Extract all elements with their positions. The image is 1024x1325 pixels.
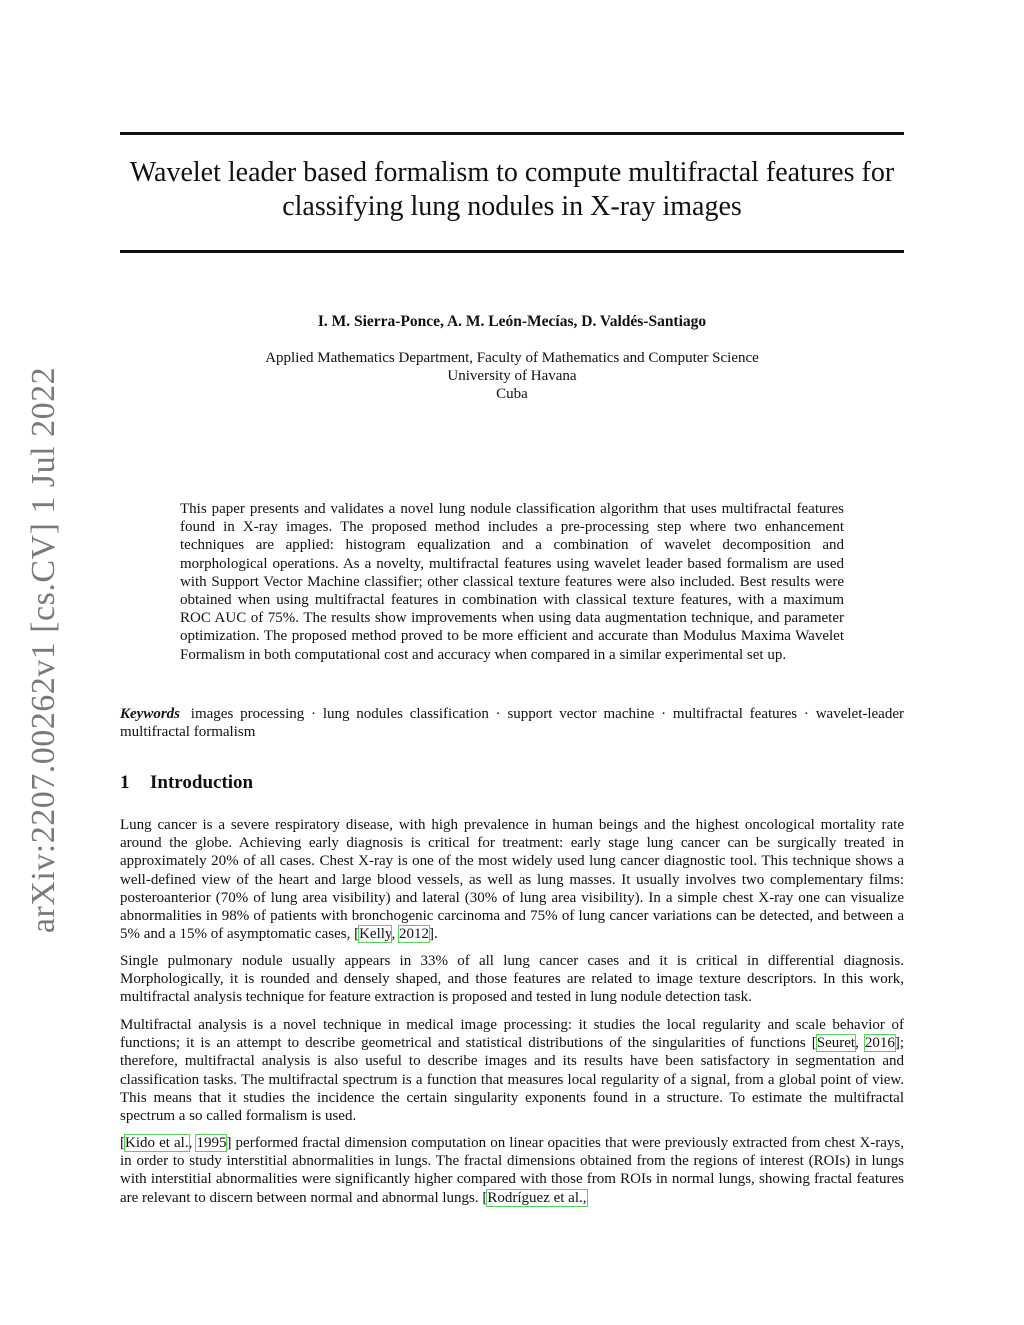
paragraph-1-text: Lung cancer is a severe respiratory disease, with high prevalence in human beings and the highest oncological mortality rate around the globe. Achieving early diagnosis is critical for treatment: early stage lung cancer can be surgically treated in approximately 20% of all cases. Chest X-ray is one of the most widely used lung cancer diagnostic tool. This technique shows a well-defined view of the heart and large blood vessels, as well as lung masses. It usually involves two complementary films: posteroanterior (70% of lung area visibility) and lateral (30% of lung area visibility). In a simple chest X-ray one can visualize abnormalities in 98% of patients with bronchogenic carcinoma and 75% of lung cancer variations can be detected, and between a 5% and a 15% of asymptomatic cases, [ bbox=[120, 817, 904, 943]
affiliation-department: Applied Mathematics Department, Faculty of Mathematics and Computer Science bbox=[265, 350, 759, 366]
paragraph-3-text: Multifractal analysis is a novel technique in medical image processing: it studies the local regularity and scale behavior of functions; it is an attempt to describe geometrical and statistical distributions of the singularities of functions [ bbox=[120, 1017, 904, 1052]
citation-link-kelly-year[interactable]: 2012 bbox=[398, 926, 429, 943]
intro-paragraph-2: Single pulmonary nodule usually appears in 33% of all lung cancer cases and it is critical in differential diagnosis. Morphologically, it is rounded and densely shaped, and those features are related to image texture descriptors. In this work, multifractal analysis technique for feature extraction is proposed and tested in lung nodule detection task. bbox=[120, 953, 904, 1006]
paper-title-line-1: Wavelet leader based formalism to compute multifractal features for bbox=[129, 157, 895, 188]
abstract: This paper presents and validates a novel lung nodule classification algorithm that uses multifractal features found in X-ray images. The proposed method includes a pre-processing step where two enhancement techniques are applied: histogram equalization and a combination of wavelet decomposition and morphological operations. As a novelty, multifractal features using wavelet leader based formalism are used with Support Vector Machine classifier; other classical texture features were also included. Best results were obtained when using multifractal features in combination with classical texture features, with a maximum ROC AUC of 75%. The results show improvements when using data augmentation technique, and parameter optimization. The proposed method proved to be more efficient and accurate than Modulus Maxima Wavelet Formalism in both computational cost and accuracy when compared in a similar experimental set up. bbox=[180, 501, 844, 663]
intro-paragraph-3 bbox=[120, 1016, 904, 1125]
citation-separator: , bbox=[188, 1135, 197, 1151]
citation-link-kelly-author[interactable]: Kelly bbox=[359, 926, 392, 943]
citation-link-seuret-year[interactable]: 2016 bbox=[864, 1035, 895, 1052]
citation-link-kido-author[interactable]: Kido et al. bbox=[125, 1135, 189, 1151]
citation-rodriguez-author-text: Rodríguez et al. bbox=[487, 1189, 583, 1206]
section-number: 1 bbox=[120, 772, 130, 793]
arxiv-stamp: arXiv:2207.00262v1 [cs.CV] 1 Jul 2022 bbox=[25, 366, 62, 934]
title-rule-bottom bbox=[120, 250, 904, 253]
citation-rodriguez-separator: , bbox=[582, 1189, 587, 1206]
citation-link-rodriguez-author[interactable] bbox=[487, 1190, 586, 1206]
paragraph-4-lead: [ bbox=[120, 1135, 125, 1151]
paragraph-4-text: ] performed fractal dimension computation on linear opacities that were previously extracted from chest X-rays, in order to study interstitial abnormalities in lungs. The fractal dimensions obtained from the regions of interest (ROIs) in lungs with interstitial abnormalities were significantly higher compared with those from ROIs in normal lungs, showing fractal features are relevant to discern between normal and abnormal lungs. [ bbox=[120, 1135, 905, 1206]
intro-paragraph-4 bbox=[120, 1134, 904, 1207]
intro-paragraph-1 bbox=[120, 816, 904, 943]
citation-link-kido-year[interactable]: 1995 bbox=[196, 1135, 227, 1151]
citation-separator: , bbox=[391, 926, 399, 943]
section-title: Introduction bbox=[150, 772, 254, 793]
keywords-text: images processing · lung nodules classification · support vector machine · multifractal features · wavelet-leader multifractal formalism bbox=[120, 706, 904, 740]
paragraph-1-tail: ]. bbox=[428, 926, 438, 943]
section-heading-introduction bbox=[120, 772, 904, 794]
paper-title-line-2: classifying lung nodules in X-ray images bbox=[282, 191, 742, 222]
keywords bbox=[120, 705, 904, 741]
citation-link-seuret-author[interactable]: Seuret bbox=[816, 1035, 856, 1052]
affiliation bbox=[120, 349, 904, 403]
paper-title bbox=[120, 156, 904, 224]
keywords-label: Keywords bbox=[120, 706, 180, 722]
title-rule-top bbox=[120, 132, 904, 135]
affiliation-university: University of Havana bbox=[447, 368, 577, 384]
affiliation-country: Cuba bbox=[496, 386, 528, 402]
citation-separator: , bbox=[855, 1035, 865, 1052]
author-list: I. M. Sierra-Ponce, A. M. León-Mecías, D. Valdés-Santiago bbox=[317, 313, 707, 330]
paragraph-3-tail: ]; therefore, multifractal analysis is also useful to describe images and its results have been satisfactory in segmentation and classification tasks. The multifractal spectrum is a function that measures local regularity of a signal, from a global point of view. This means that it studies the incidence the certain singularity exponents found in a structure. To estimate the multifractal spectrum a so called formalism is used. bbox=[120, 1035, 904, 1125]
